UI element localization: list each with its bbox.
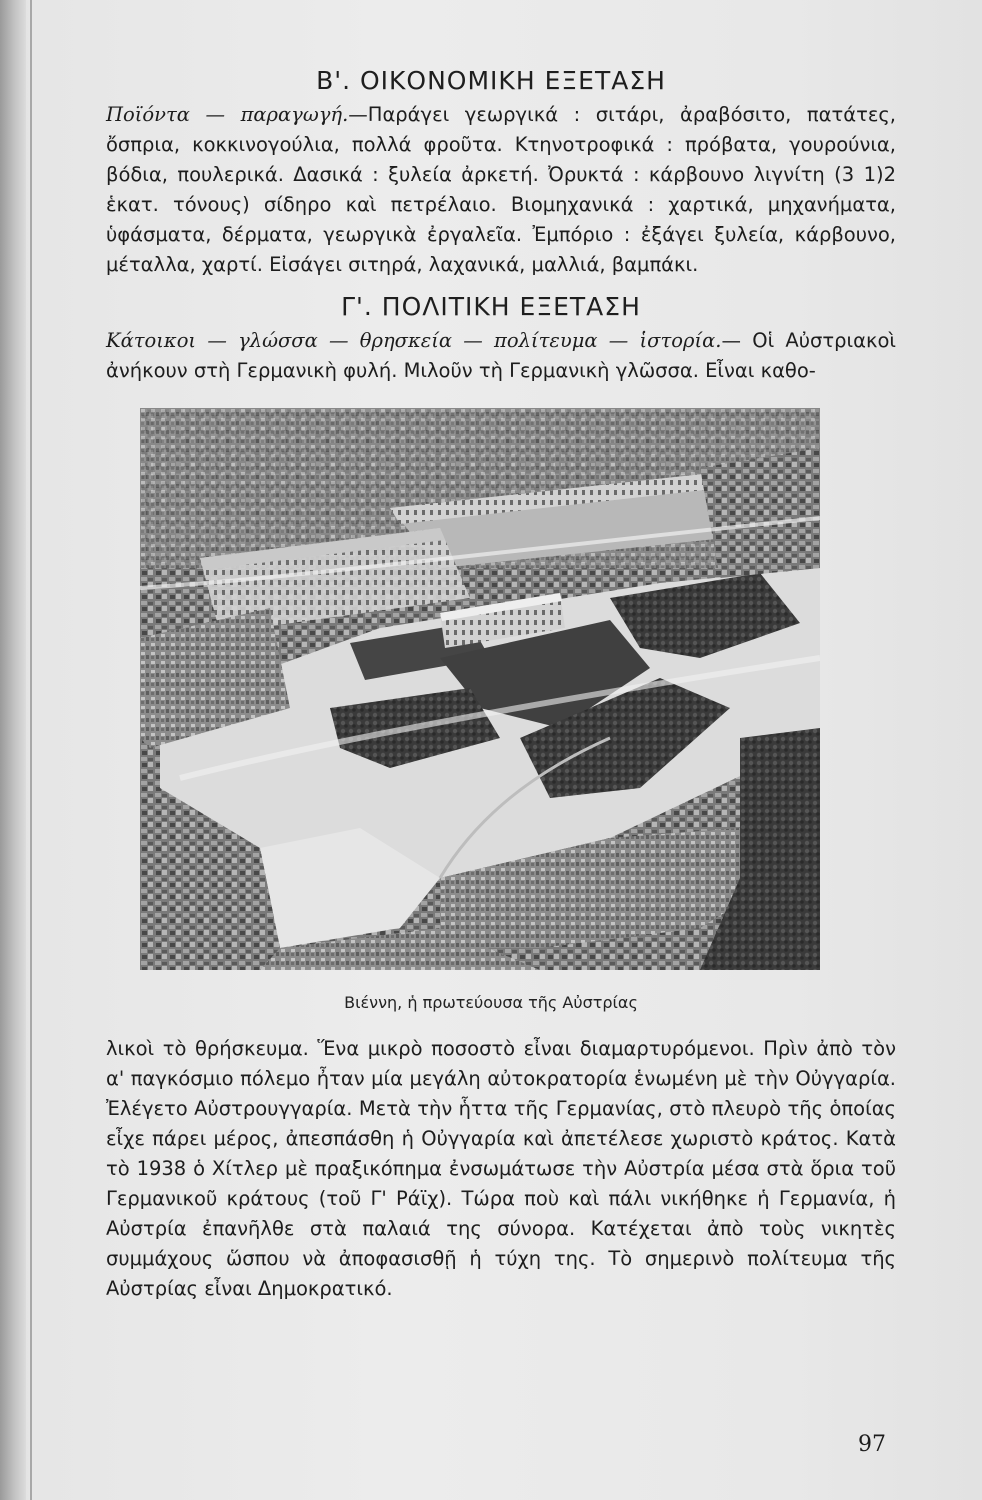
section-b-body: —Παράγει γεωργικά : σιτάρι, ἀραβόσιτο, πατάτες, ὄσπρια, κοκκινογούλια, πολλά φροῦτα. Κτηνοτροφικά : πρόβατα, γουρούνια, βόδια, πουλερικά. Δασικά : ξυλεία ἀρκετή. Ὀρυκτά : κάρβουνο λιγνίτη (3 1)2 ἑκατ. τόνους) σίδηρο καὶ πετρέλαιο. Βιομηχανικά : χαρτικά, μηχανήματα, ὑφάσματα, δέρματα, γεωργικὰ ἐργαλεῖα. Ἐμπόριο : ἐξάγει ξυλεία, κάρβουνο, μέταλλα, χαρτί. Εἰσάγει σιτηρά, λαχανικά, μαλλιά, βαμπάκι. <box>106 103 896 276</box>
gutter-line <box>30 0 32 1500</box>
section-b-heading: Β'. ΟΙΚΟΝΟΜΙΚΗ ΕΞΕΤΑΣΗ <box>316 66 666 95</box>
page-number: 97 <box>858 1432 886 1457</box>
section-c-paragraph <box>106 326 896 386</box>
section-b-lead: Ποϊόντα — παραγωγή. <box>106 103 349 126</box>
section-b-paragraph <box>106 100 896 280</box>
vienna-aerial-photo <box>140 408 820 970</box>
vienna-aerial-illustration <box>140 408 820 970</box>
photo-caption: Βιέννη, ἡ πρωτεύουσα τῆς Αὐστρίας <box>344 993 638 1012</box>
section-c-heading: Γ'. ΠΟΛΙΤΙΚΗ ΕΞΕΤΑΣΗ <box>341 292 641 321</box>
continuation-paragraph: λικοὶ τὸ θρήσκευμα. Ἕνα μικρὸ ποσοστὸ εἶναι διαμαρτυρόμενοι. Πρὶν ἀπὸ τὸν α' παγκόσμιο πόλεμο ἦταν μία μεγάλη αὐτοκρατορία ἑνωμένη μὲ τὴν Οὐγγαρία. Ἐλέγετο Αὐστρουγγαρία. Μετὰ τὴν ἧττα τῆς Γερμανίας, στὸ πλευρὸ τῆς ὁποίας εἶχε πάρει μέρος, ἀπεσπάσθη ἡ Οὐγγαρία καὶ ἀπετέλεσε χωριστὸ κράτος. Κατὰ τὸ 1938 ὁ Χίτλερ μὲ πραξικόπημα ἐνσωμάτωσε τὴν Αὐστρία μέσα στὰ ὅρια τοῦ Γερμανικοῦ κράτους (τοῦ Γ' Ράϊχ). Τώρα ποὺ καὶ πάλι νικήθηκε ἡ Γερμανία, ἡ Αὐστρία ἐπανῆλθε στὰ παλαιά της σύνορα. Κατέχεται ἀπὸ τοὺς νικητὲς συμμάχους ὥσπου νὰ ἀποφασισθῇ ἡ τύχη της. Τὸ σημερινὸ πολίτευμα τῆς Αὐστρίας εἶναι Δημοκρατικό. <box>106 1037 896 1300</box>
section-c-lead: Κάτοικοι — γλώσσα — θρησκεία — πολίτευμα — ἱστορία. <box>106 329 722 352</box>
book-spine-shadow <box>0 0 26 1500</box>
section-c-body: — Οἱ Αὐστριακοὶ ἀνήκουν στὴ Γερμανικὴ φυλή. Μιλοῦν τὴ Γερμανικὴ γλῶσσα. Εἶναι καθο- <box>106 329 896 382</box>
